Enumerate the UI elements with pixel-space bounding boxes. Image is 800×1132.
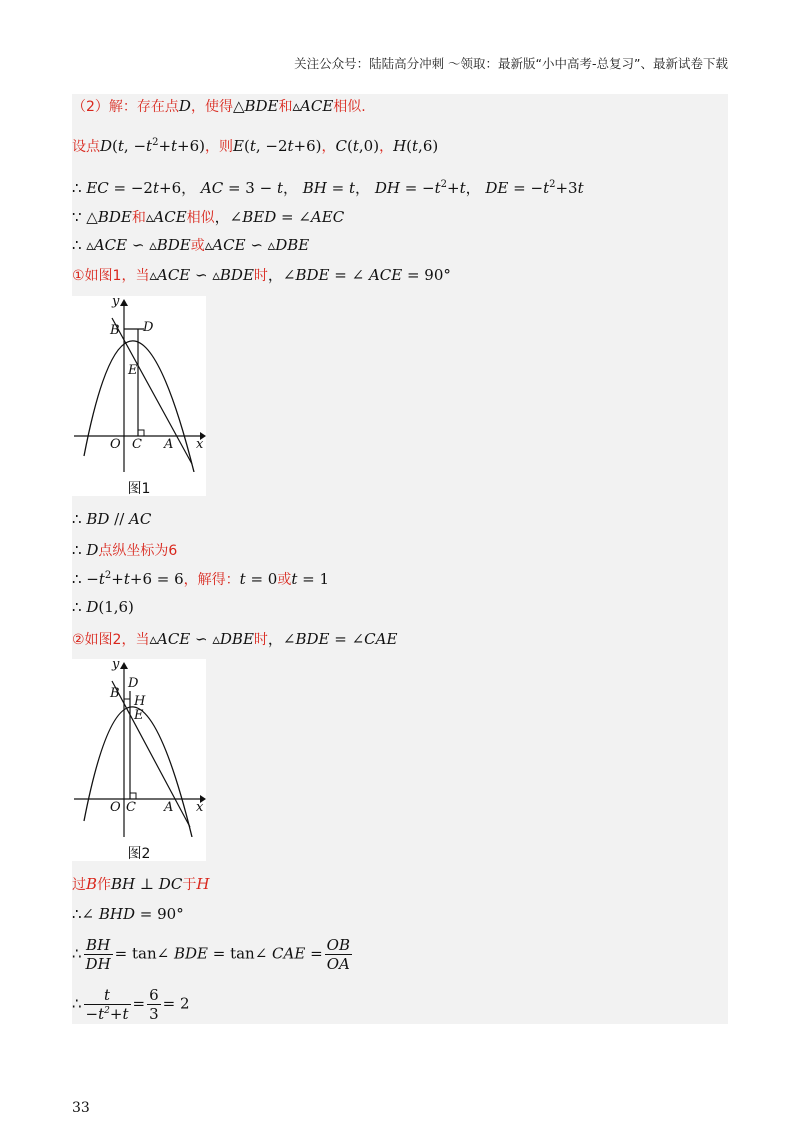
- solution-line-5: ∴ ▵ACE ∽ ▵BDE或▵ACE ∽ ▵DBE: [72, 236, 310, 254]
- solution-line-14: ∴ $\frac{BH}{DH}$ = tan∠ BDE = tan∠ CAE = $\frac{OB}{OA}$: [72, 936, 350, 973]
- fig1-label-d: D: [143, 320, 154, 335]
- solution-line-6: ①如图1，当▵ACE ∽ ▵BDE时，∠BDE = ∠ ACE = 90°: [72, 266, 451, 284]
- solution-line-7: ∴ BD // AC: [72, 510, 152, 528]
- fig1-label-b: B: [110, 323, 120, 338]
- fig2-label-b: B: [110, 686, 120, 701]
- solution-line-4: ∵ △BDE和▵ACE相似，∠BED = ∠AEC: [72, 208, 345, 226]
- fig2-label-h: H: [134, 694, 146, 709]
- solution-line-2: 设点D(t, $-t^2+t+6$)，则E(t, −2t+6)，C(t,0)，H(t,6): [72, 137, 439, 155]
- page-header: 关注公众号：陆陆高分冲刺 ～领取：最新版“小中高考-总复习”、最新试卷下载: [294, 56, 728, 71]
- fig1-label-a: A: [164, 437, 174, 452]
- page-number: 33: [72, 1100, 90, 1116]
- solution-line-8: ∴ D点纵坐标为6: [72, 541, 178, 559]
- solution-line-15: ∴ $\frac{t}{-t^2+t}$ = $\frac{6}{3}$ = 2: [72, 986, 190, 1023]
- fig1-label-o: O: [110, 437, 121, 452]
- fig1-label-e: E: [128, 363, 138, 378]
- fig2-label-o: O: [110, 800, 121, 815]
- fig2-label-y: y: [112, 659, 120, 672]
- solution-line-13: ∴∠ BHD = 90°: [72, 905, 184, 923]
- figure-2: [72, 659, 206, 861]
- fig2-label-a: A: [164, 800, 174, 815]
- fig1-label-y: y: [112, 296, 120, 309]
- solution-line-1: （2）解：存在点D，使得△BDE和▵ACE相似.: [72, 97, 366, 115]
- figure-1-caption: 图1: [127, 481, 151, 497]
- fig1-label-x: x: [196, 437, 204, 452]
- fig2-label-d: D: [128, 676, 139, 691]
- solution-line-3: ∴ EC = −2t+6， AC = 3 − t， BH = t， DH = $-t^2+t$， DE = $-t^2+3t$: [72, 179, 584, 197]
- figure-1: [72, 296, 206, 496]
- solution-line-11: ②如图2，当▵ACE ∽ ▵DBE时，∠BDE = ∠CAE: [72, 630, 398, 648]
- fig2-label-e: E: [134, 708, 144, 723]
- solution-line-10: ∴ D(1,6): [72, 598, 134, 616]
- fig1-label-c: C: [132, 437, 142, 452]
- figure-2-caption: 图2: [127, 846, 151, 862]
- fig2-label-x: x: [196, 800, 204, 815]
- solution-line-9: ∴ $-t^2+t+6 = 6$，解得：t = 0或t = 1: [72, 570, 330, 588]
- solution-line-12: 过B作BH ⊥ DC于H: [72, 875, 210, 893]
- fig2-label-c: C: [126, 800, 136, 815]
